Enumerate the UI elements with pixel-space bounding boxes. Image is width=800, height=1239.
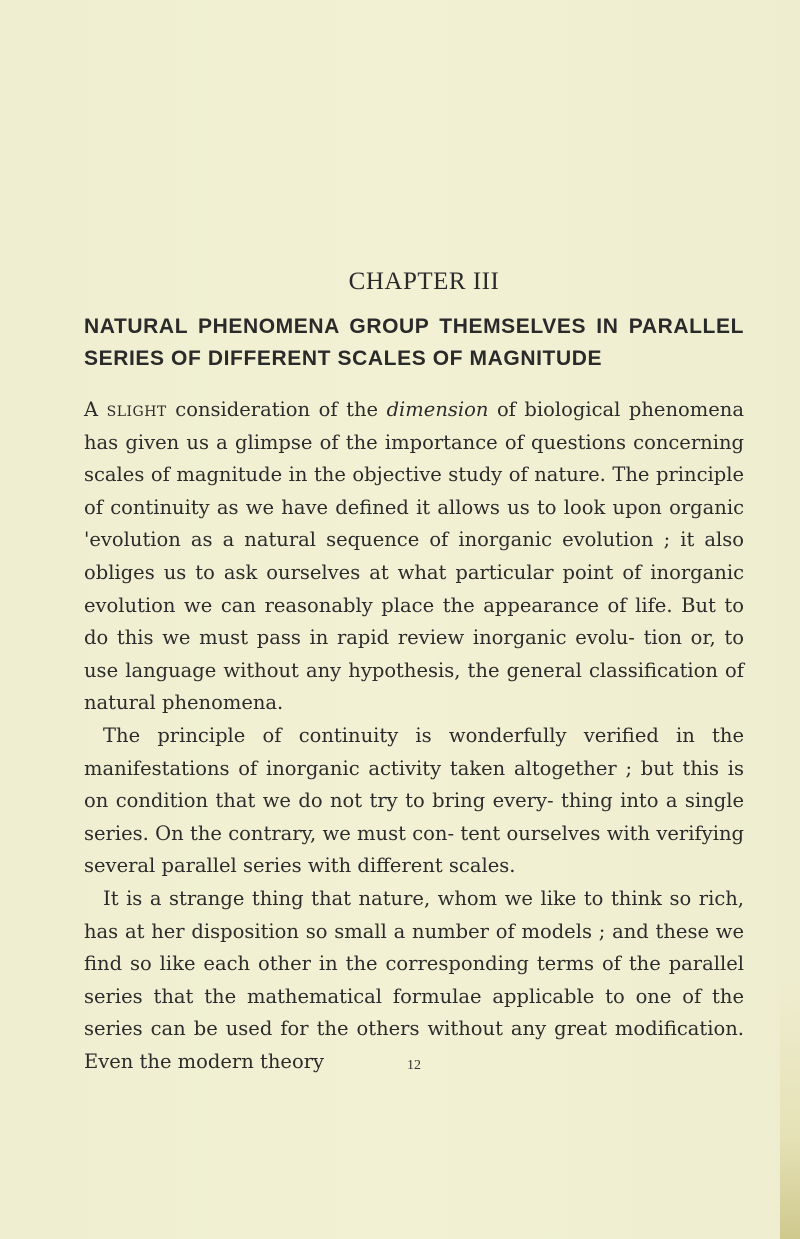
- paragraph-2: The principle of continuity is wonderfully verified in the manifestations of inorganic activity taken altogether ; but this is on condition that we do not try to bring every- thing into a single series. On the contrary, we must con- tent ourselves with verifying several parallel series with different scales.: [84, 723, 744, 878]
- paragraph-3: It is a strange thing that nature, whom we like to think so rich, has at her disposition so small a number of models ; and these we find so like each other in the corresponding terms of the parallel series that the mathematical formulae applicable to one of the series can be used for the others without any great modification. Even the modern theory: [84, 886, 744, 1073]
- chapter-title: NATURAL PHENOMENA GROUP THEMSELVES IN PARALLEL SERIES OF DIFFERENT SCALES OF MAGNITUDE: [84, 315, 744, 370]
- paragraph-1-text-a: consideration of the: [166, 398, 387, 421]
- paragraph-1-smallcaps: slight: [106, 398, 167, 421]
- paragraph-1-italic: dimension: [386, 398, 489, 421]
- chapter-heading: CHAPTER III: [348, 268, 500, 295]
- body-text: [84, 394, 744, 1078]
- paragraph-1-text-b: of biological phenomena has given us a glimpse of the importance of questions concerning scales of magnitude in the objective study of nature. The principle of continuity as we have defined it allows us to look upon organic 'evolution as a natural sequence of inorganic evolution ; it also obliges us to ask ourselves at what particular point of inorganic evolution we can reasonably place the appearance of life. But to do this we must pass in rapid review inorganic evolu- tion or, to use language without any hypothesis, the general classification of natural phenomena.: [84, 398, 744, 715]
- paragraph-1: [84, 394, 744, 720]
- paragraph-1-lead: A: [84, 398, 107, 421]
- page-number: 12: [407, 1058, 421, 1073]
